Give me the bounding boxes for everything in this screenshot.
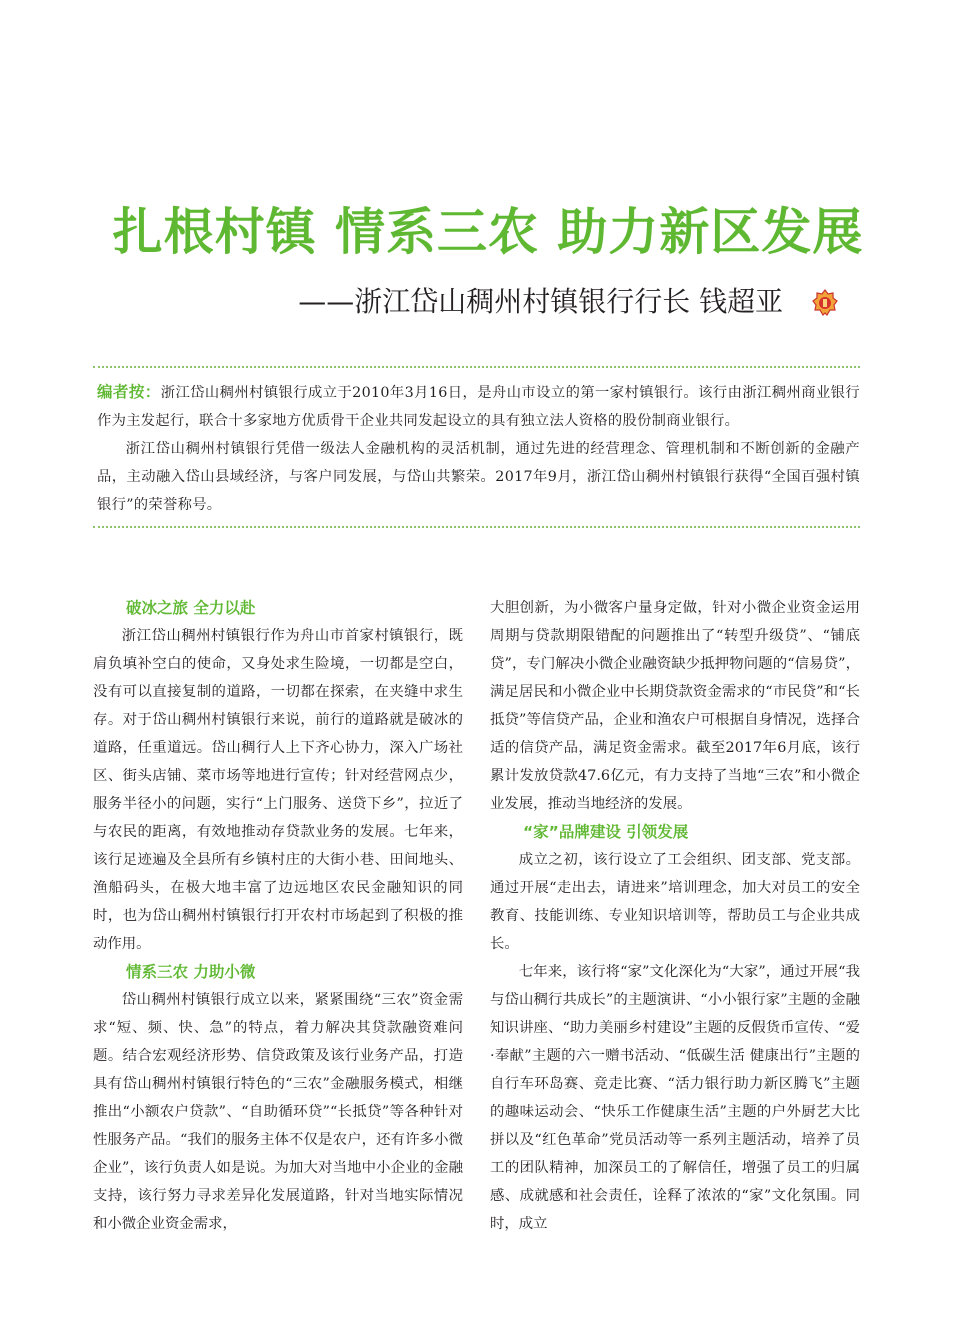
top-divider bbox=[93, 366, 860, 368]
editor-note-p1-text: 浙江岱山稠州村镇银行成立于2010年3月16日，是舟山市设立的第一家村镇银行。该行由浙江稠州商业银行作为主发起行，联合十多家地方优质骨干企业共同发起设立的具有独立法人资格的股份制商业银行。 bbox=[97, 385, 861, 429]
section-3-paragraph-1: 成立之初，该行设立了工会组织、团支部、党支部。通过开展“走出去，请进来”培训理念，加大对员工的安全教育、技能训练、专业知识培训等，帮助员工与企业共成长。 bbox=[490, 852, 860, 952]
article-title: 扎根村镇 情系三农 助力新区发展 bbox=[112, 203, 864, 261]
right-column bbox=[490, 594, 860, 1244]
article-subtitle bbox=[140, 282, 840, 322]
section-1-paragraph: 浙江岱山稠州村镇银行作为舟山市首家村镇银行，既肩负填补空白的使命，又身处求生险境，一切都是空白，没有可以直接复制的道路，一切都在探索，在夹缝中求生存。对于岱山稠州村镇银行来说，前行的道路就是破冰的道路，任重道远。岱山稠行人上下齐心协力，深入广场社区、街头店铺、菜市场等地进行宣传；针对经营网点少，服务半径小的问题，实行“上门服务、送贷下乡”，拉近了与农民的距离，有效地推动存贷款业务的发展。七年来，该行足迹遍及全县所有乡镇村庄的大街小巷、田间地头、渔船码头，在极大地丰富了边远地区农民金融知识的同时，也为岱山稠州村镇银行打开农村市场起到了积极的推动作用。 bbox=[93, 628, 463, 952]
editor-note-label: 编者按： bbox=[97, 383, 161, 401]
section-2-paragraph: 岱山稠州村镇银行成立以来，紧紧围绕“三农”资金需求“短、频、快、急”的特点，着力解决其贷款融资难问题。结合宏观经济形势、信贷政策及该行业务产品，打造具有岱山稠州村镇银行特色的“三农”金融服务模式，相继推出“小额农户贷款”、“自助循环贷”“长抵贷”等各种针对性服务产品。“我们的服务主体不仅是农户，还有许多小微企业”，该行负责人如是说。为加大对当地中小企业的金融支持，该行努力寻求差异化发展道路，针对当地实际情况和小微企业资金需求， bbox=[93, 992, 463, 1232]
bottom-divider bbox=[93, 526, 860, 528]
subtitle-text: ——浙江岱山稠州村镇银行行长 钱超亚 bbox=[298, 285, 784, 318]
section-heading-1: 破冰之旅 全力以赴 bbox=[126, 599, 256, 617]
section-2-paragraph-continued: 大胆创新，为小微客户量身定做，针对小微企业资金运用周期与贷款期限错配的问题推出了“转型升级贷”、“铺底贷”，专门解决小微企业融资缺少抵押物问题的“信易贷”，满足居民和小微企业中长期贷款资金需求的“市民贷”和“长抵贷”等信贷产品，企业和渔农户可根据自身情况，选择合适的信贷产品，满足资金需求。截至2017年6月底，该行累计发放贷款47.6亿元，有力支持了当地“三农”和小微企业发展，推动当地经济的发展。 bbox=[490, 600, 860, 812]
left-column bbox=[93, 594, 463, 1244]
editor-note bbox=[97, 378, 860, 519]
editor-note-p1 bbox=[97, 378, 860, 435]
bank-emblem-icon bbox=[810, 288, 840, 318]
section-3-paragraph-2: 七年来，该行将“家”文化深化为“大家”，通过开展“我与岱山稠行共成长”的主题演讲、“小小银行家”主题的金融知识讲座、“助力美丽乡村建设”主题的反假货币宣传、“爱·奉献”主题的六一赠书活动、“低碳生活 健康出行”主题的自行车环岛赛、竞走比赛、“活力银行助力新区腾飞”主题的趣味运动会、“快乐工作健康生活”主题的户外厨艺大比拼以及“红色革命”党员活动等一系列主题活动，培养了员工的团队精神，加深员工的了解信任，增强了员工的归属感、成就感和社会责任，诠释了浓浓的“家”文化氛围。同时，成立 bbox=[490, 964, 860, 1232]
section-heading-2: 情系三农 力助小微 bbox=[126, 963, 256, 981]
editor-note-p2: 浙江岱山稠州村镇银行凭借一级法人金融机构的灵活机制，通过先进的经营理念、管理机制和不断创新的金融产品，主动融入岱山县域经济，与客户同发展，与岱山共繁荣。2017年9月，浙江岱山稠州村镇银行获得“全国百强村镇银行”的荣誉称号。 bbox=[97, 441, 860, 513]
section-heading-3: “家”品牌建设 引领发展 bbox=[523, 823, 689, 841]
